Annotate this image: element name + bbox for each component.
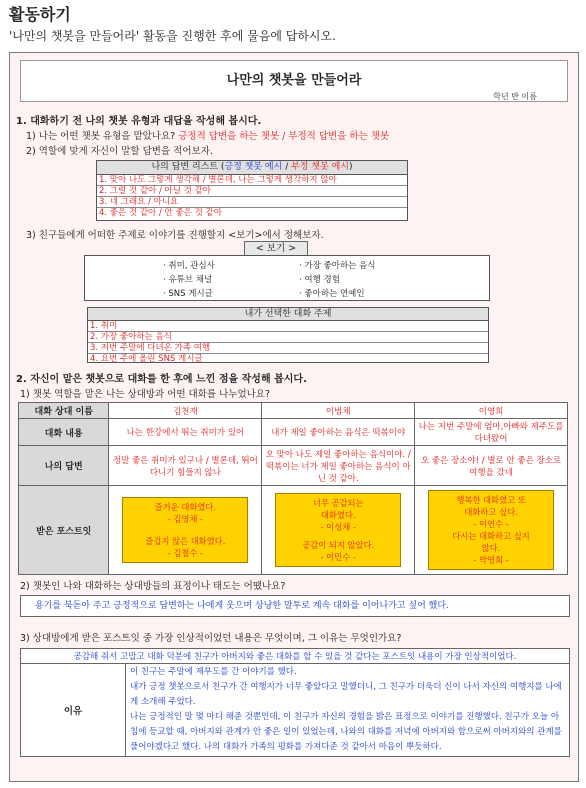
table-row: [19, 486, 568, 575]
section2-q3: 3) 상대방에게 받은 포스트잇 중 가장 인상적이었던 내용은 무엇이며, 그 이유는 무엇인가요?: [20, 633, 402, 644]
page-instruction: '나만의 챗봇을 만들어라' 활동을 진행한 후에 물음에 답하시오.: [9, 29, 336, 43]
section1-q1: 1) 나는 어떤 챗봇 유형을 맡았나요? 긍정적 답변을 하는 챗봇 / 부정적 답변을 하는 챗봇: [26, 131, 390, 142]
my-answer: 오 좋은 장소야! / 별로 안 좋은 장소로 여행을 갔네: [415, 446, 568, 486]
bogi-left-list: · 취미, 관심사 · 유튜브 채널 · SNS 게시글: [163, 261, 215, 299]
topic-item: 2. 가장 좋아하는 음식: [88, 332, 488, 343]
bogi-label: < 보기 >: [244, 241, 308, 257]
table-row: [19, 446, 568, 486]
partner-name: 이범채: [262, 403, 415, 419]
postit-cell: [415, 486, 568, 575]
topic-item: 1. 취미: [88, 321, 488, 332]
conversation-table: [18, 402, 568, 575]
postit-note: 너무 공감되는 대화였다. - 이성채 - 공감이 되지 않았다. - 이민수 -: [275, 493, 401, 567]
reason-text: 이 친구는 주말에 제부도를 간 이야기를 했다. 내가 긍정 챗봇으로서 친구가 간 여행지가 너무 좋았다고 말했더니, 그 친구가 더욱더 신이 나서 자신의 여행지를 나에게 소개해 주었다. 나는 긍정적인 말 몇 마디 해준 것뿐인데, 이 친구가 자신의 경험을 밝은 표정으로 이야기를 진행했다. 친구가 오늘 아침에 등교할 때, 아버지와 관계가 안 좋은 일이 있었는데, 나와의 대화를 저녁에 아버지와 함으로써 아버지와의 관계를 풀어야겠다고 했다. 나의 대화가 가족의 평화를 가져다준 것 같아서 마음이 뿌듯하다.: [126, 664, 570, 757]
bogi-box: [84, 255, 490, 301]
topic-list: [87, 307, 489, 363]
section2-heading: 2. 자신이 맡은 챗봇으로 대화를 한 후에 느낀 점을 작성해 봅시다.: [16, 374, 307, 385]
conversation-content: 나는 한강에서 뛰는 취미가 있어: [109, 419, 262, 446]
section1-heading: 1. 대화하기 전 나의 챗봇 유형과 대답을 작성해 봅시다.: [16, 116, 262, 127]
grade-class-name-line: 학년 반 이름: [493, 92, 537, 101]
answer-list: [96, 160, 408, 221]
conversation-content: 나는 저번 주말에 엄마,아빠와 제주도를 다녀왔어: [415, 419, 568, 446]
conversation-content: 내가 제일 좋아하는 음식은 떡볶이야: [262, 419, 415, 446]
bogi-right-list: · 가장 좋아하는 음식 · 여행 경험 · 좋아하는 연예인: [299, 261, 376, 299]
col-header-partner: 대화 상대 이름: [19, 403, 109, 419]
answer-list-item: 1. 맞아 나도 그렇게 생각해 / 별론데, 나는 그렇게 생각하지 않아: [97, 175, 407, 186]
partner-name: 김천재: [109, 403, 262, 419]
section2-q2-answer: 용기를 북돋아 주고 긍정적으로 답변하는 나에게 웃으며 상냥한 말투로 계속 대화를 이어나가고 싶어 했다.: [20, 595, 570, 617]
doc-title: 나만의 챗봇을 만들어라: [226, 73, 362, 88]
doc-header: [20, 60, 568, 102]
table-row: [21, 649, 570, 664]
table-row: [19, 419, 568, 446]
answer-list-item: 3. 네 그래요 / 아니요: [97, 197, 407, 208]
postit-note: 행복한 대화였고 또 대화하고 싶다. - 이연수 - 다시는 대화하고 싶지 않다. - 박영희 -: [428, 490, 554, 570]
partner-name: 이영희: [415, 403, 568, 419]
answer-list-title: 나의 답변 리스트 (긍정 챗봇 예시 / 부정 챗봇 예시): [97, 161, 407, 175]
postit-cell: [109, 486, 262, 575]
row-label: 받은 포스트잇: [19, 486, 109, 575]
answer-list-item: 4. 좋은 것 같아 / 안 좋은 것 같아: [99, 208, 222, 218]
topic-item: 3. 저번 주말에 다녀온 가족 여행: [88, 343, 488, 354]
my-answer: 정말 좋은 취미가 있구나 / 별론데, 뛰어다니기 힘들지 않나: [109, 446, 262, 486]
postit-cell: [262, 486, 415, 575]
postit-note: 즐거운 대화였다. - 김영채 - 즐겁지 않은 대화였다. - 김철수 -: [122, 497, 248, 563]
impression-table: [20, 648, 570, 757]
section1-q2: 2) 역할에 맞게 자신이 말할 답변을 적어보자.: [26, 146, 213, 157]
my-answer: 오 맞아 나도 제일 좋아하는 음식이야. / 떡볶이는 너가 제일 좋아하는 음식이 아닌 것 같아.: [262, 446, 415, 486]
row-label: 대화 내용: [19, 419, 109, 446]
topic-item: 4. 요번 주에 올린 SNS 게시글: [90, 354, 203, 364]
reason-label: 이유: [21, 664, 126, 757]
table-row: [21, 664, 570, 757]
page-title: 활동하기: [9, 5, 71, 24]
section1-q1-answer: 긍정적 답변을 하는 챗봇 / 부정적 답변을 하는 챗봇: [178, 131, 390, 142]
answer-list-item: 2. 그럴 것 같아 / 아닐 것 같아: [97, 186, 407, 197]
table-header-row: [19, 403, 568, 419]
row-label: 나의 답변: [19, 446, 109, 486]
section2-q2: 2) 챗봇인 나와 대화하는 상대방들의 표정이나 태도는 어땠나요?: [20, 581, 286, 592]
section1-q3: 3) 친구들에게 어떠한 주제로 이야기를 진행할지 <보기>에서 정해보자.: [26, 230, 324, 241]
section2-q3-answer: 공감해 줘서 고맙고 대화 덕분에 친구가 아버지와 좋은 대화를 할 수 있을 것 같다는 포스트잇 내용이 가장 인상적이었다.: [21, 649, 570, 664]
section2-q1: 1) 챗봇 역할을 맡은 나는 상대방과 어떤 대화를 나누었나요?: [20, 389, 271, 400]
topic-list-title: 내가 선택한 대화 주제: [88, 308, 488, 321]
